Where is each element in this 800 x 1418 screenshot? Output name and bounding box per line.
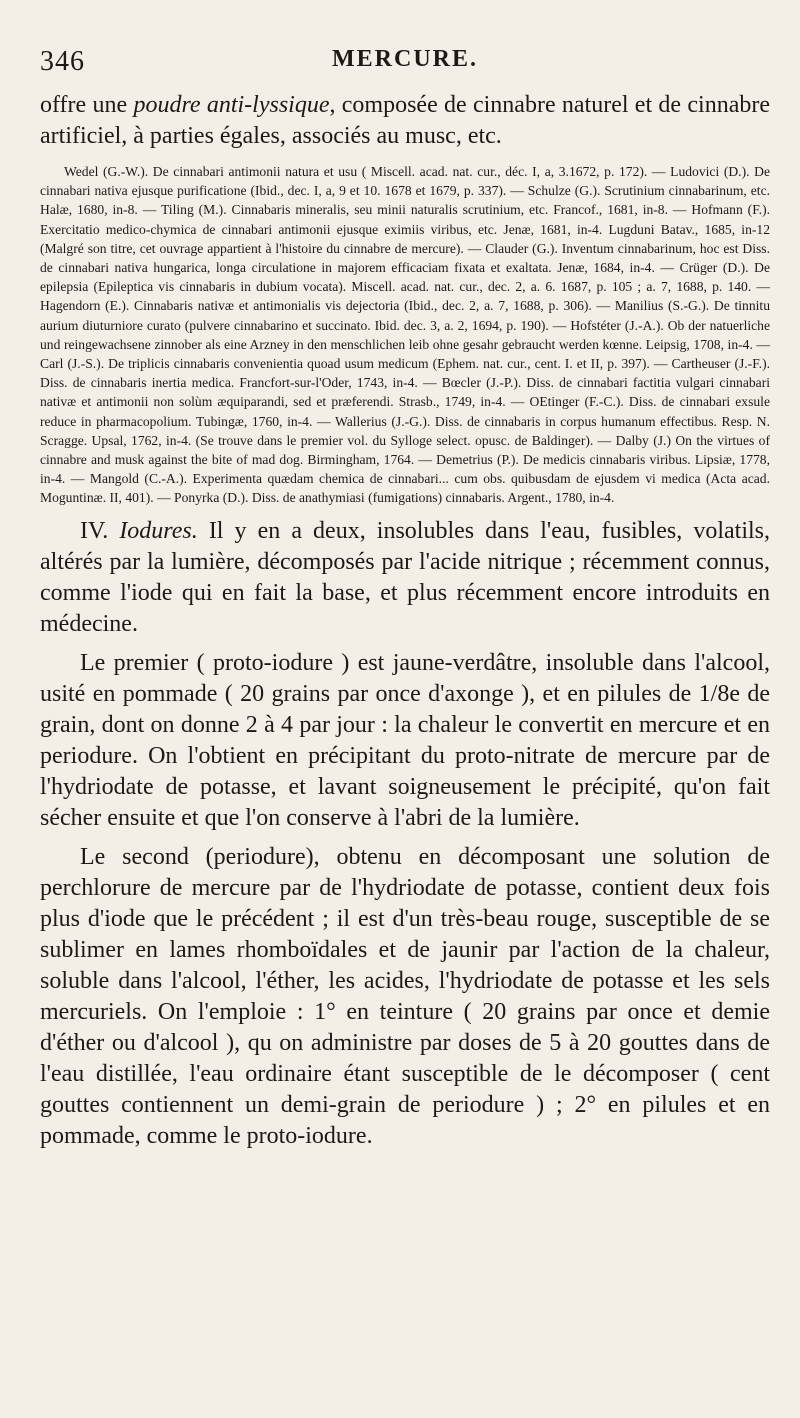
running-head	[40, 42, 770, 90]
paragraph-periodure: Le second (periodure), obtenu en décomposant une solution de perchlorure de mercure par de l'hydriodate de potasse, contient deux fois plus d'iode que le précédent ; il est d'un très-beau rouge, susceptible de se sublimer en lames rhomboïdales et de jaunir par l'action de la chaleur, soluble dans l'alcool, l'éther, les acides, l'hydriodate de potasse et les sels mercuriels. On l'emploie : 1° en teinture ( 20 grains par once et demie d'éther ou d'alcool ), qu on administre par doses de 5 à 20 gouttes dans de l'eau distillée, l'eau ordinaire étant susceptible de le décomposer ( cent gouttes contiennent un demi-grain de periodure ) ; 2° en pilules et en pommade, comme le proto-iodure.	[40, 843, 770, 1149]
section-title: Iodures.	[119, 517, 198, 544]
section-iv-paragraph	[40, 516, 770, 640]
section-number: IV.	[80, 517, 109, 544]
intro-italic-term: poudre anti-lyssique	[133, 92, 330, 118]
bibliography-references: Wedel (G.-W.). De cinnabari antimonii natura et usu ( Miscell. acad. nat. cur., déc. I, a, 3.1672, p. 172). — Ludovici (D.). De cinnabari nativa ejusque purificatione (Ibid., dec. I, a, 9 et 10. 1678 et 1679, p. 337). — Schulze (G.). Scrutinium cinnabarinum, etc. Halæ, 1680, in-8. — Tiling (M.). Cinnabaris mineralis, seu minii naturalis scrutinium, etc. Francof., 1681, in-8. — Hofmann (F.). Exercitatio medico-chymica de cinnabari antimonii ejusque eximiis viribus, etc. Jenæ, 1681, in-4. Lugduni Batav., 1685, in-12 (Malgré son titre, cet ouvrage appartient à l'histoire du cinnabre de mercure). — Clauder (G.). Inventum cinnabarinum, hoc est Diss. de cinnabari nativa hungarica, longa circulatione in majorem efficaciam fixata et exaltata. Jenæ, 1684, in-4. — Crüger (D.). De epilepsia (Epileptica vis cinnabaris in dubium vocata). Miscell. acad. nat. cur., dec. 2, a. 6. 1687, p. 105 ; a. 7, 1688, p. 140. — Hagendorn (E.). Cinnabaris nativæ et antimonialis vis dejectoria (Ibid., dec. 2, a. 7, 1688, p. 306). — Manilius (S.-G.). De tinnitu aurium diuturniore curato (pulvere cinnabarino et succinato. Ibid. dec. 3, a. 2, 1694, p. 190). — Hofstéter (J.-A.). Ob der natuerliche und reingewachsene zinnober als eine Arzney in den menschlichen leib ohne gesahr gebraucht werden kœnne. Leipsig, 1708, in-4. — Carl (J.-S.). De triplicis cinnabaris convenientia quoad usum medicum (Ephem. nat. cur., cent. I. et II, p. 397). — Cartheuser (J.-F.). Diss. de cinnabaris inertia medica. Francfort-sur-l'Oder, 1743, in-4. — Bœcler (J.-P.). Diss. de cinnabari factitia vulgari cinnabari nativæ et antimonii non solùm æquiparandi, sed et præferendi. Strasb., 1749, in-4. — OEtinger (F.-C.). Diss. de cinnabari exsule reduce in pharmacopolium. Tubingæ, 1760, in-4. — Wallerius (J.-G.). Diss. de cinnabaris in corpus humanum effectibus. Resp. N. Scragge. Upsal, 1762, in-4. (Se trouve dans le premier vol. du Sylloge select. opusc. de Baldinger). — Dalby (J.) On the virtues of cinnabre and musk against the bite of mad dog. Birmingham, 1764. — Demetrius (P.). De medicis cinnabaris viribus. Lipsiæ, 1778, in-4. — Mangold (C.-A.). Experimenta quædam chemica de cinnabari... cum obs. quibusdam de ejusdem vi medica (Acta acad. Moguntinæ. II, 401). — Ponyrka (D.). Diss. de anathymiasi (fumigations) cinnabaris. Argent., 1780, in-4.	[40, 164, 770, 506]
running-title: MERCURE.	[332, 46, 478, 72]
page-number: 346	[40, 46, 85, 77]
intro-text-a: offre une	[40, 92, 134, 118]
paragraph-proto-iodure: Le premier ( proto-iodure ) est jaune-verdâtre, insoluble dans l'alcool, usité en pommade ( 20 grains par once d'axonge ), et en pilules de 1/8e de grain, dont on donne 2 à 4 par jour : la chaleur le convertit en mercure et en periodure. On l'obtient en précipitant du proto-nitrate de mercure par de l'hydriodate de potasse, et lavant soigneusement le précipité, qu'on fait sécher ensuite et que l'on conserve à l'abri de la lumière.	[40, 649, 770, 831]
section-text: Il y en a deux, insolubles dans l'eau, fusibles, volatils, altérés par la lumière, décomposés par l'acide nitrique ; récemment connus, comme l'iode qui en fait la base, et plus récemment encore introduits en médecine.	[40, 517, 770, 637]
intro-paragraph	[40, 90, 770, 152]
intro-text-b: , composée de cinnabre naturel et de cinnabre artificiel, à parties égales, associés au musc, etc.	[40, 92, 770, 149]
